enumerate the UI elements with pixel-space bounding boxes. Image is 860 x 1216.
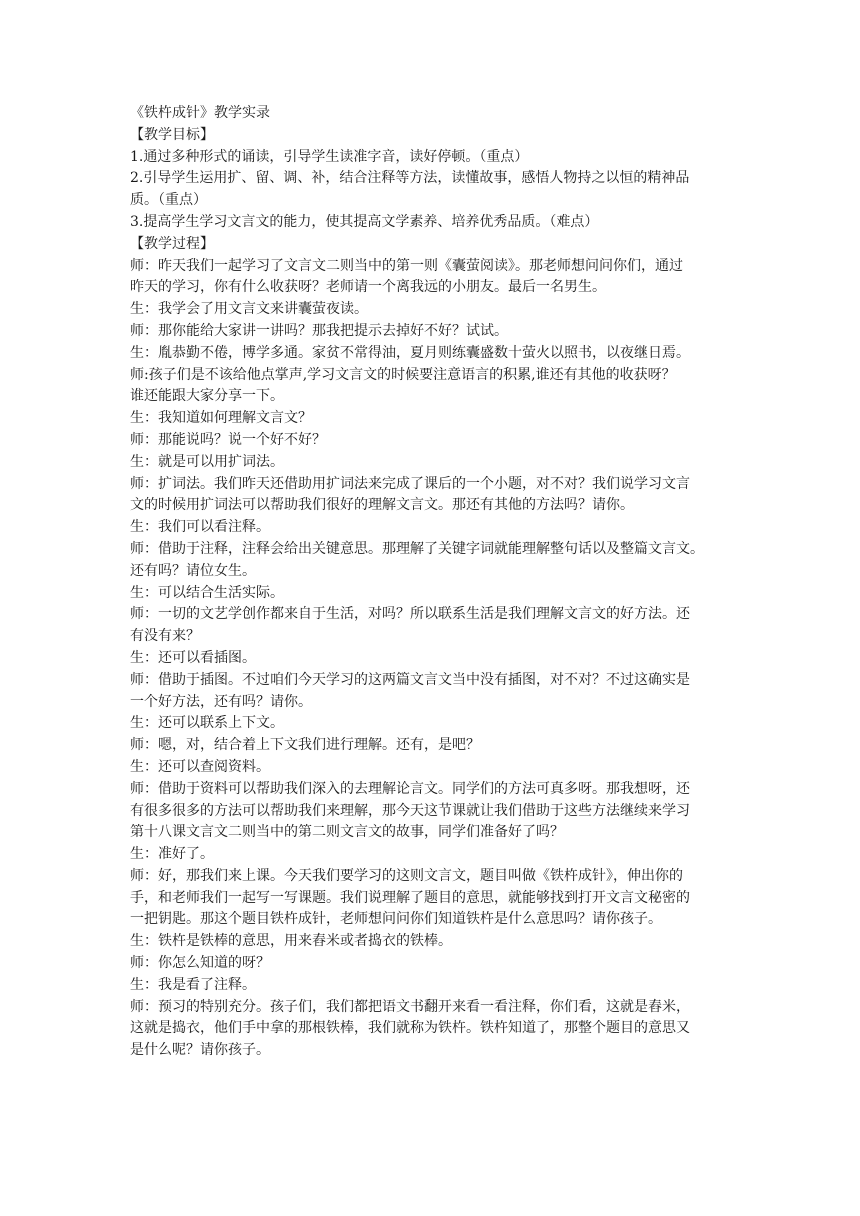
dialog-paragraph — [130, 517, 730, 539]
dialog-paragraph — [130, 474, 730, 518]
goal-item-line: 质。（重点） — [130, 192, 207, 209]
dialog-paragraph-line: 有很多很多的方法可以帮助我们来理解，那今天这节课就让我们借助于这些方法继续来学习 — [130, 802, 690, 819]
dialog-paragraph — [130, 844, 730, 866]
goal-item-line: 2.引导学生运用扩、留、调、补，结合注释等方法，读懂故事，感悟人物持之以恒的精神品 — [130, 170, 690, 187]
dialog-paragraph-line: 师：借助于注释，注释会给出关键意思。那理解了关键字词就能理解整句话以及整篇文言文。 — [130, 540, 704, 557]
dialog-paragraph-line: 这就是捣衣，他们手中拿的那根铁棒，我们就称为铁杵。铁杵知道了，那整个题目的意思又 — [130, 1020, 690, 1037]
dialog-paragraph-line: 生：还可以查阅资料。 — [130, 758, 270, 775]
dialog-paragraph — [130, 779, 730, 844]
dialog-paragraph-line: 生：胤恭勤不倦，博学多通。家贫不常得油，夏月则练囊盛数十萤火以照书，以夜继日焉。 — [130, 344, 690, 361]
dialog-paragraph — [130, 953, 730, 975]
dialog-paragraph — [130, 321, 730, 343]
goal-item-line: 3.提高学生学习文言文的能力，使其提高文学素养、培养优秀品质。（难点） — [130, 213, 599, 230]
dialog-paragraph-line: 一个好方法，还有吗？请你。 — [130, 693, 312, 710]
dialog-paragraph-line: 还有吗？请位女生。 — [130, 562, 256, 579]
dialog-paragraph — [130, 256, 730, 300]
dialog-paragraph-line: 生：就是可以用扩词法。 — [130, 453, 284, 470]
dialog-paragraph-line: 生：还可以联系上下文。 — [130, 715, 284, 732]
dialog-paragraph-line: 师：嗯，对，结合着上下文我们进行理解。还有，是吧？ — [130, 737, 480, 754]
dialog-paragraph — [130, 430, 730, 452]
dialog-paragraph-line: 师：借助于资料可以帮助我们深入的去理解论言文。同学们的方法可真多呀。那我想呀，还 — [130, 780, 690, 797]
dialog-paragraph-line: 生：准好了。 — [130, 846, 214, 863]
dialog-paragraph-line: 生：可以结合生活实际。 — [130, 584, 284, 601]
dialog-paragraph — [130, 975, 730, 997]
goals-heading: 【教学目标】 — [130, 126, 214, 143]
process-heading: 【教学过程】 — [130, 235, 214, 252]
dialog-paragraph — [130, 365, 730, 409]
dialog-paragraph — [130, 713, 730, 735]
dialog-paragraph-line: 师：借助于插图。不过咱们今天学习的这两篇文言文当中没有插图，对不对？不过这确实是 — [130, 671, 690, 688]
dialog-paragraph — [130, 604, 730, 648]
dialog-paragraph — [130, 648, 730, 670]
document-page — [130, 103, 730, 1062]
goals-list — [130, 147, 730, 234]
dialog-list — [130, 256, 730, 1062]
dialog-paragraph-line: 有没有来？ — [130, 628, 200, 645]
dialog-paragraph — [130, 866, 730, 931]
dialog-paragraph-line: 昨天的学习，你有什么收获呀？老师请一个离我远的小朋友。最后一名男生。 — [130, 279, 606, 296]
dialog-paragraph-line: 师：好，那我们来上课。今天我们要学习的这则文言文，题目叫做《铁杵成针》，伸出你的 — [130, 867, 683, 884]
dialog-paragraph-line: 师：那你能给大家讲一讲吗？那我把提示去掉好不好？试试。 — [130, 322, 508, 339]
dialog-paragraph-line: 师：你怎么知道的呀？ — [130, 955, 270, 972]
goal-item — [130, 147, 730, 169]
dialog-paragraph — [130, 583, 730, 605]
dialog-paragraph-line: 第十八课文言文二则当中的第二则文言文的故事，同学们准备好了吗？ — [130, 824, 564, 841]
dialog-paragraph — [130, 735, 730, 757]
dialog-paragraph-line: 生：我知道如何理解文言文？ — [130, 410, 312, 427]
dialog-paragraph-line: 师：预习的特别充分。孩子们，我们都把语文书翻开来看一看注释，你们看，这就是舂米， — [130, 998, 690, 1015]
dialog-paragraph — [130, 539, 730, 583]
document-title: 《铁杵成针》教学实录 — [130, 105, 270, 121]
dialog-paragraph-line: 生：还可以看插图。 — [130, 649, 256, 666]
dialog-paragraph-line: 师：扩词法。我们昨天还借助用扩词法来完成了课后的一个小题，对不对？我们说学习文言 — [130, 475, 690, 492]
dialog-paragraph-line: 文的时候用扩词法可以帮助我们很好的理解文言文。那还有其他的方法吗？请你。 — [130, 497, 634, 514]
dialog-paragraph-line: 一把钥匙。那这个题目铁杵成针，老师想问问你们知道铁杵是什么意思吗？请你孩子。 — [130, 911, 662, 928]
goal-item-line: 1.通过多种形式的诵读，引导学生读准字音，读好停顿。（重点） — [130, 148, 529, 165]
dialog-paragraph-line: 师：那能说吗？说一个好不好？ — [130, 431, 326, 448]
dialog-paragraph-line: 师：一切的文艺学创作都来自于生活，对吗？所以联系生活是我们理解文言文的好方法。还 — [130, 606, 690, 623]
dialog-paragraph-line: 生：铁杵是铁棒的意思，用来舂米或者捣衣的铁棒。 — [130, 933, 452, 950]
dialog-paragraph-line: 手，和老师我们一起写一写课题。我们说理解了题目的意思，就能够找到打开文言文秘密的 — [130, 889, 690, 906]
dialog-paragraph-line: 生：我们可以看注释。 — [130, 519, 270, 536]
dialog-paragraph-line: 是什么呢？请你孩子。 — [130, 1042, 270, 1059]
goal-item — [130, 168, 730, 212]
dialog-paragraph — [130, 343, 730, 365]
dialog-paragraph — [130, 408, 730, 430]
goal-item — [130, 212, 730, 234]
dialog-paragraph — [130, 299, 730, 321]
dialog-paragraph — [130, 931, 730, 953]
dialog-paragraph-line: 生：我学会了用文言文来讲囊萤夜读。 — [130, 301, 368, 318]
dialog-paragraph-line: 师:孩子们是不该给他点掌声,学习文言文的时候要注意语言的积累,谁还有其他的收获呀？ — [130, 366, 676, 383]
dialog-paragraph — [130, 757, 730, 779]
dialog-paragraph-line: 生：我是看了注释。 — [130, 976, 256, 993]
dialog-paragraph-line: 谁还能跟大家分享一下。 — [130, 388, 284, 405]
dialog-paragraph — [130, 452, 730, 474]
dialog-paragraph — [130, 670, 730, 714]
dialog-paragraph — [130, 997, 730, 1062]
dialog-paragraph-line: 师：昨天我们一起学习了文言文二则当中的第一则《囊萤阅读》。那老师想问问你们，通过 — [130, 257, 683, 274]
